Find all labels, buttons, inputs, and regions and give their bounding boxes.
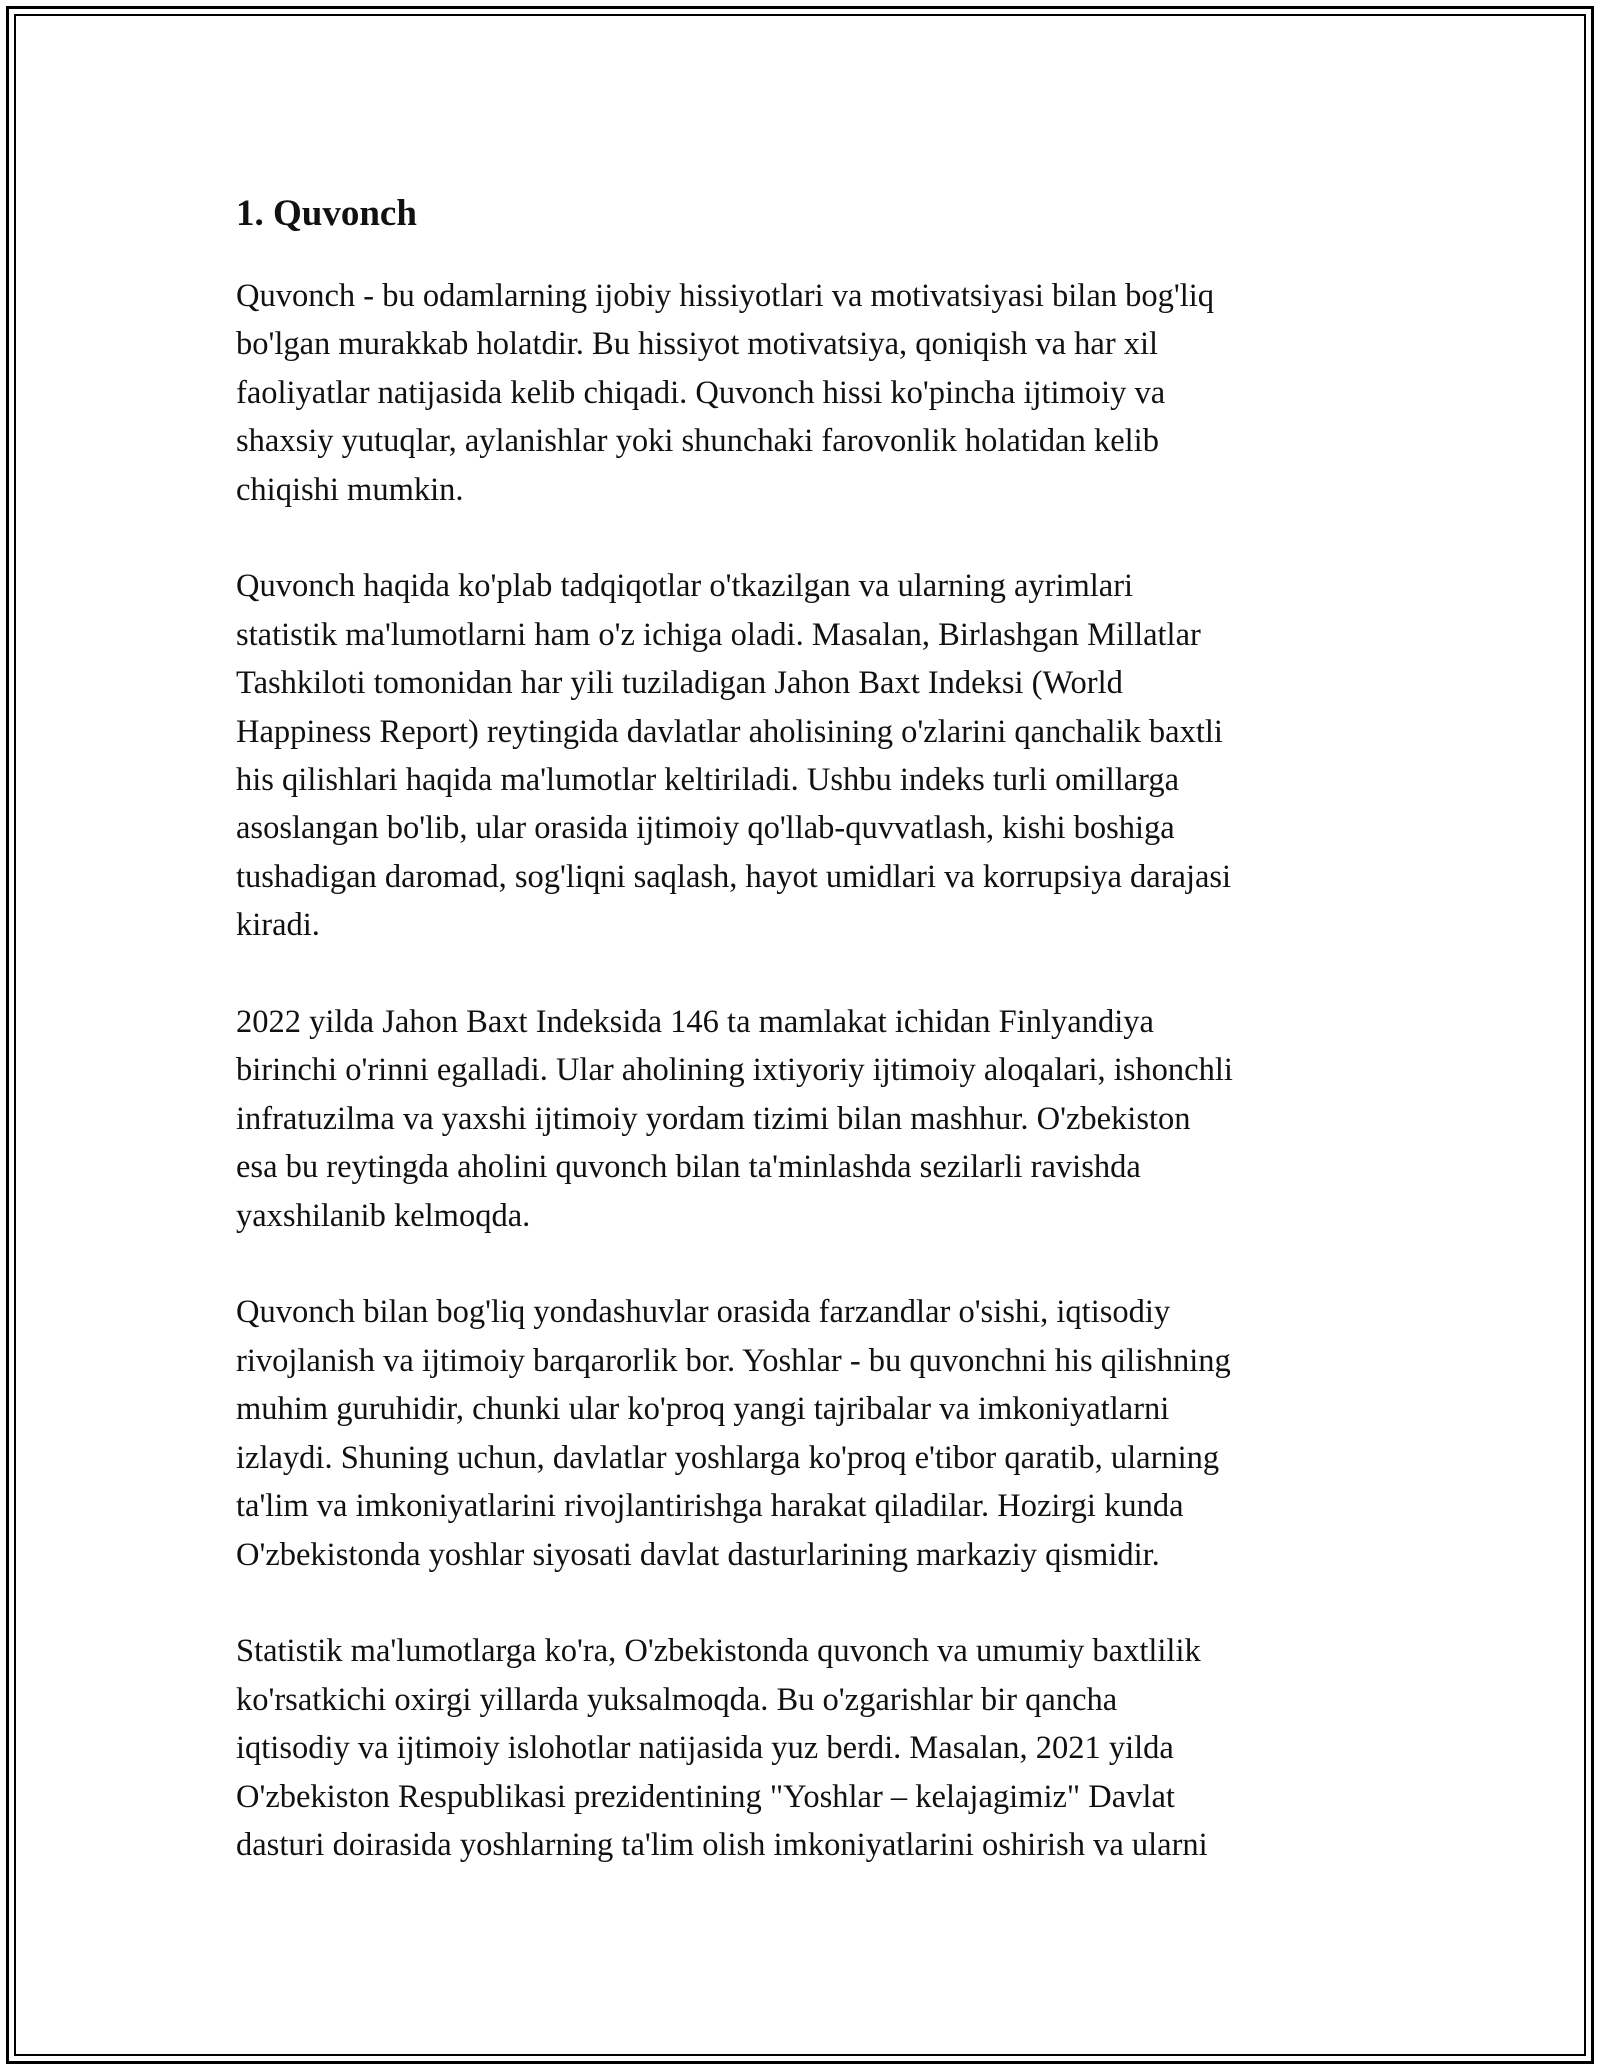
paragraph-4: Quvonch bilan bog'liq yondashuvlar orasida farzandlar o'sishi, iqtisodiy rivojlanish va ijtimoiy barqarorlik bor. Yoshlar - bu quvonchni his qilishning muhim guruhidir, chunki ular ko'proq yangi tajribalar va imkoniyatlarni izlaydi. Shuning uchun, davlatlar yoshlarga ko'proq e'tibor qaratib, ularning ta'lim va imkoniyatlarini rivojlantirishga harakat qiladilar. Hozirgi kunda O'zbekistonda yoshlar siyosati davlat dasturlarining markaziy qismidir. xyxy=(236,1294,1231,1573)
paragraph-2: Quvonch haqida ko'plab tadqiqotlar o'tkazilgan va ularning ayrimlari statistik ma'lumotlarni ham o'z ichiga oladi. Masalan, Birlashgan Millatlar Tashkiloti tomonidan har yili tuziladigan Jahon Baxt Indeksi (World Happiness Report) reytingida davlatlar aholisining o'zlarini qanchalik baxtli his qilishlari haqida ma'lumotlar keltiriladi. Ushbu indeks turli omillarga asoslangan bo'lib, ular orasida ijtimoiy qo'llab-quvvatlash, kishi boshiga tushadigan daromad, sog'liqni saqlash, hayot umidlari va korrupsiya darajasi kiradi. xyxy=(236,568,1232,944)
section-heading: 1. Quvonch xyxy=(236,193,417,234)
paragraph-1: Quvonch - bu odamlarning ijobiy hissiyotlari va motivatsiyasi bilan bog'liq bo'lgan murakkab holatdir. Bu hissiyot motivatsiya, qoniqish va har xil faoliyatlar natijasida kelib chiqadi. Quvonch hissi ko'pincha ijtimoiy va shaxsiy yutuqlar, aylanishlar yoki shunchaki farovonlik holatidan kelib chiqishi mumkin. xyxy=(236,278,1215,508)
paragraph-5: Statistik ma'lumotlarga ko'ra, O'zbekistonda quvonch va umumiy baxtlilik ko'rsatkichi oxirgi yillarda yuksalmoqda. Bu o'zgarishlar bir qancha iqtisodiy va ijtimoiy islohotlar natijasida yuz berdi. Masalan, 2021 yilda O'zbekiston Respublikasi prezidentining "Yoshlar – kelajagimiz" Davlat dasturi doirasida yoshlarning ta'lim olish imkoniyatlarini oshirish va ularni xyxy=(236,1633,1208,1863)
document-body xyxy=(236,186,1376,1918)
paragraph-3: 2022 yilda Jahon Baxt Indeksida 146 ta mamlakat ichidan Finlyandiya birinchi o'rinni egalladi. Ular aholining ixtiyoriy ijtimoiy aloqalari, ishonchli infratuzilma va yaxshi ijtimoiy yordam tizimi bilan mashhur. O'zbekiston esa bu reytingda aholini quvonch bilan ta'minlashda sezilarli ravishda yaxshilanib kelmoqda. xyxy=(236,1004,1233,1234)
